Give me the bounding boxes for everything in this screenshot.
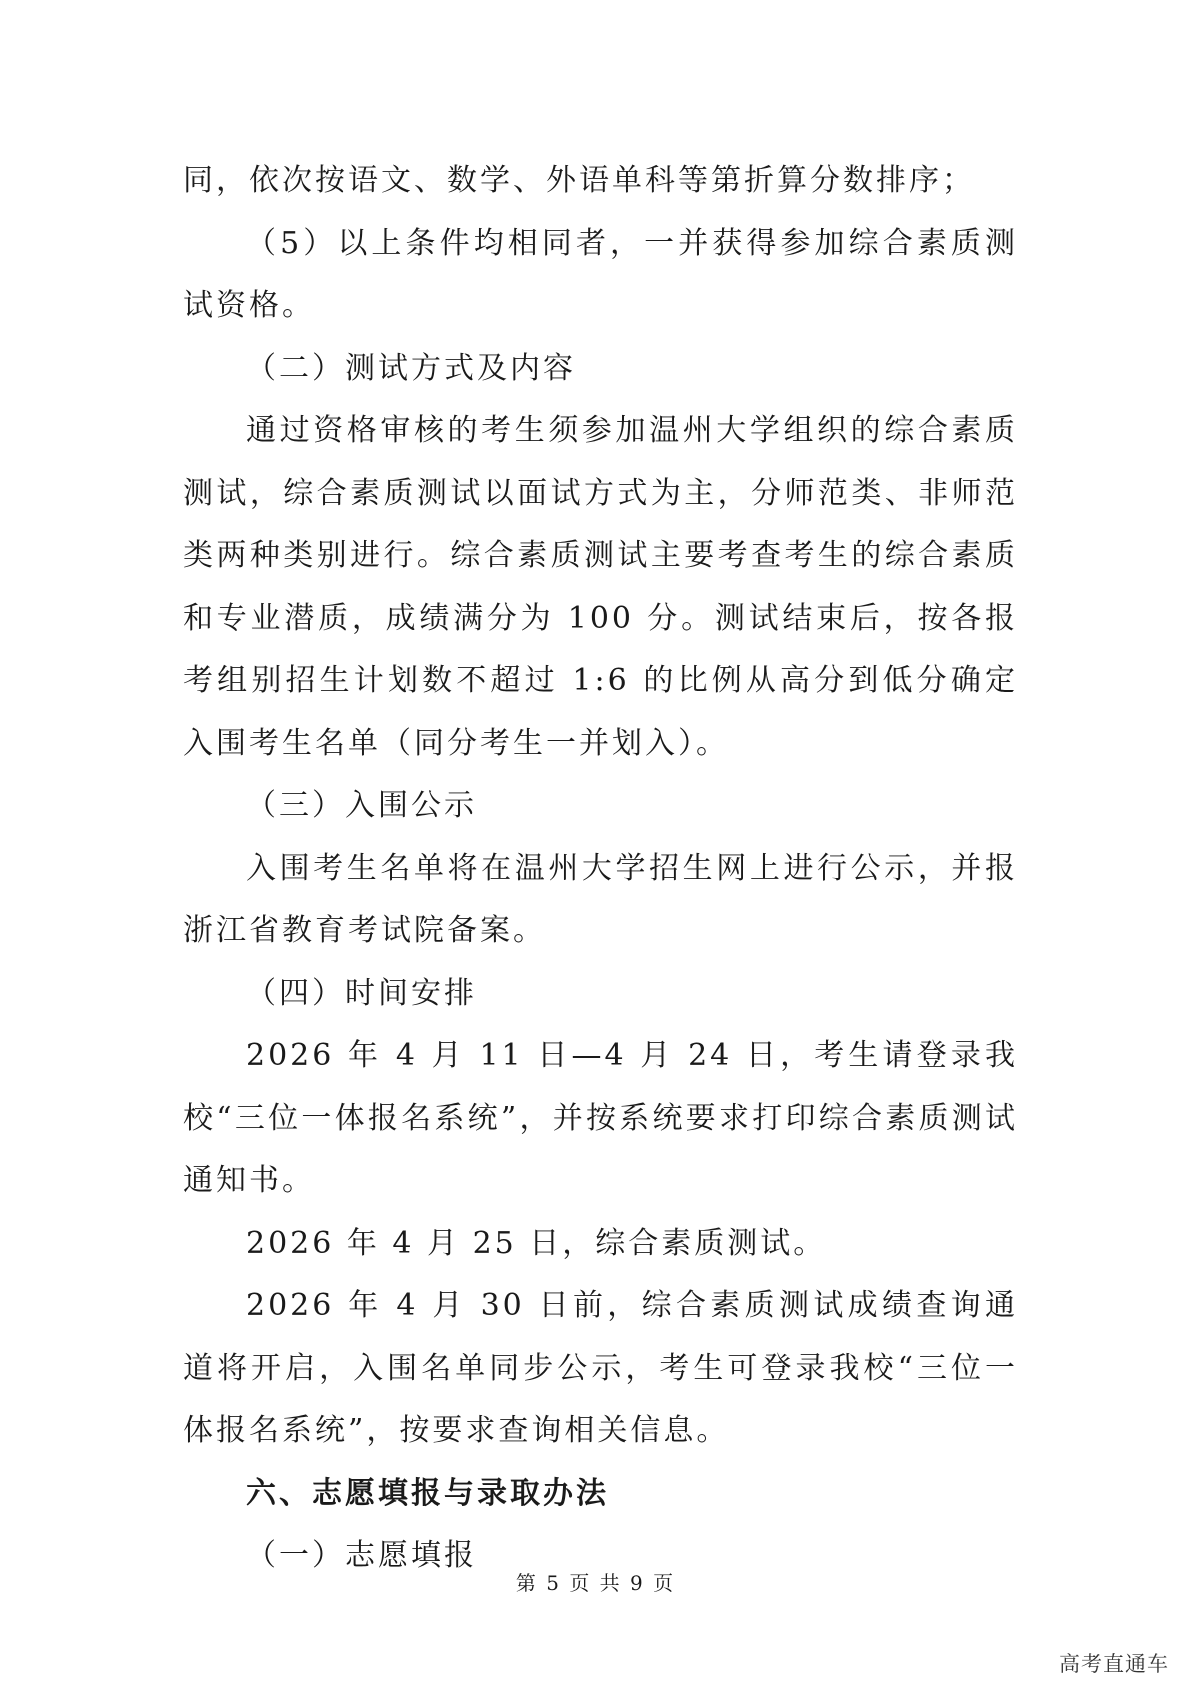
paragraph-continuation: 同，依次按语文、数学、外语单科等第折算分数排序； — [183, 163, 975, 198]
heading-test-method: （二）测试方式及内容 — [246, 350, 576, 386]
paragraph-shortlist-notice: 入围考生名单将在温州大学招生网上进行公示，并报浙江省教育考试院备案。 — [183, 850, 1018, 948]
document-body — [183, 150, 1018, 1588]
page-number-footer: 第 5 页 共 9 页 — [515, 1571, 676, 1595]
paragraph-condition-5: （5）以上条件均相同者，一并获得参加综合素质测试资格。 — [183, 225, 1018, 323]
paragraph-schedule-results: 2026 年 4 月 30 日前，综合素质测试成绩查询通道将开启，入围名单同步公示，考生可登录我校“三位一体报名系统”，按要求查询相关信息。 — [183, 1288, 1018, 1448]
paragraph-schedule-test-date: 2026 年 4 月 25 日，综合素质测试。 — [246, 1225, 827, 1261]
section-title-admission: 六、志愿填报与录取办法 — [246, 1475, 609, 1511]
paragraph-schedule-registration: 2026 年 4 月 11 日—4 月 24 日，考生请登录我校“三位一体报名系统”，并按系统要求打印综合素质测试通知书。 — [183, 1038, 1018, 1198]
watermark-text: 高考直通车 — [1059, 1652, 1169, 1676]
heading-application: （一）志愿填报 — [246, 1538, 477, 1573]
heading-schedule: （四）时间安排 — [246, 975, 477, 1011]
paragraph-test-method: 通过资格审核的考生须参加温州大学组织的综合素质测试，综合素质测试以面试方式为主，分师范类、非师范类两种类别进行。综合素质测试主要考查考生的综合素质和专业潜质，成绩满分为 100 分。测试结束后，按各报考组别招生计划数不超过 1:6 的比例从高分到低分确定入围考生名单（同分考生一并划入）。 — [183, 413, 1018, 761]
heading-shortlist-notice: （三）入围公示 — [246, 788, 477, 823]
